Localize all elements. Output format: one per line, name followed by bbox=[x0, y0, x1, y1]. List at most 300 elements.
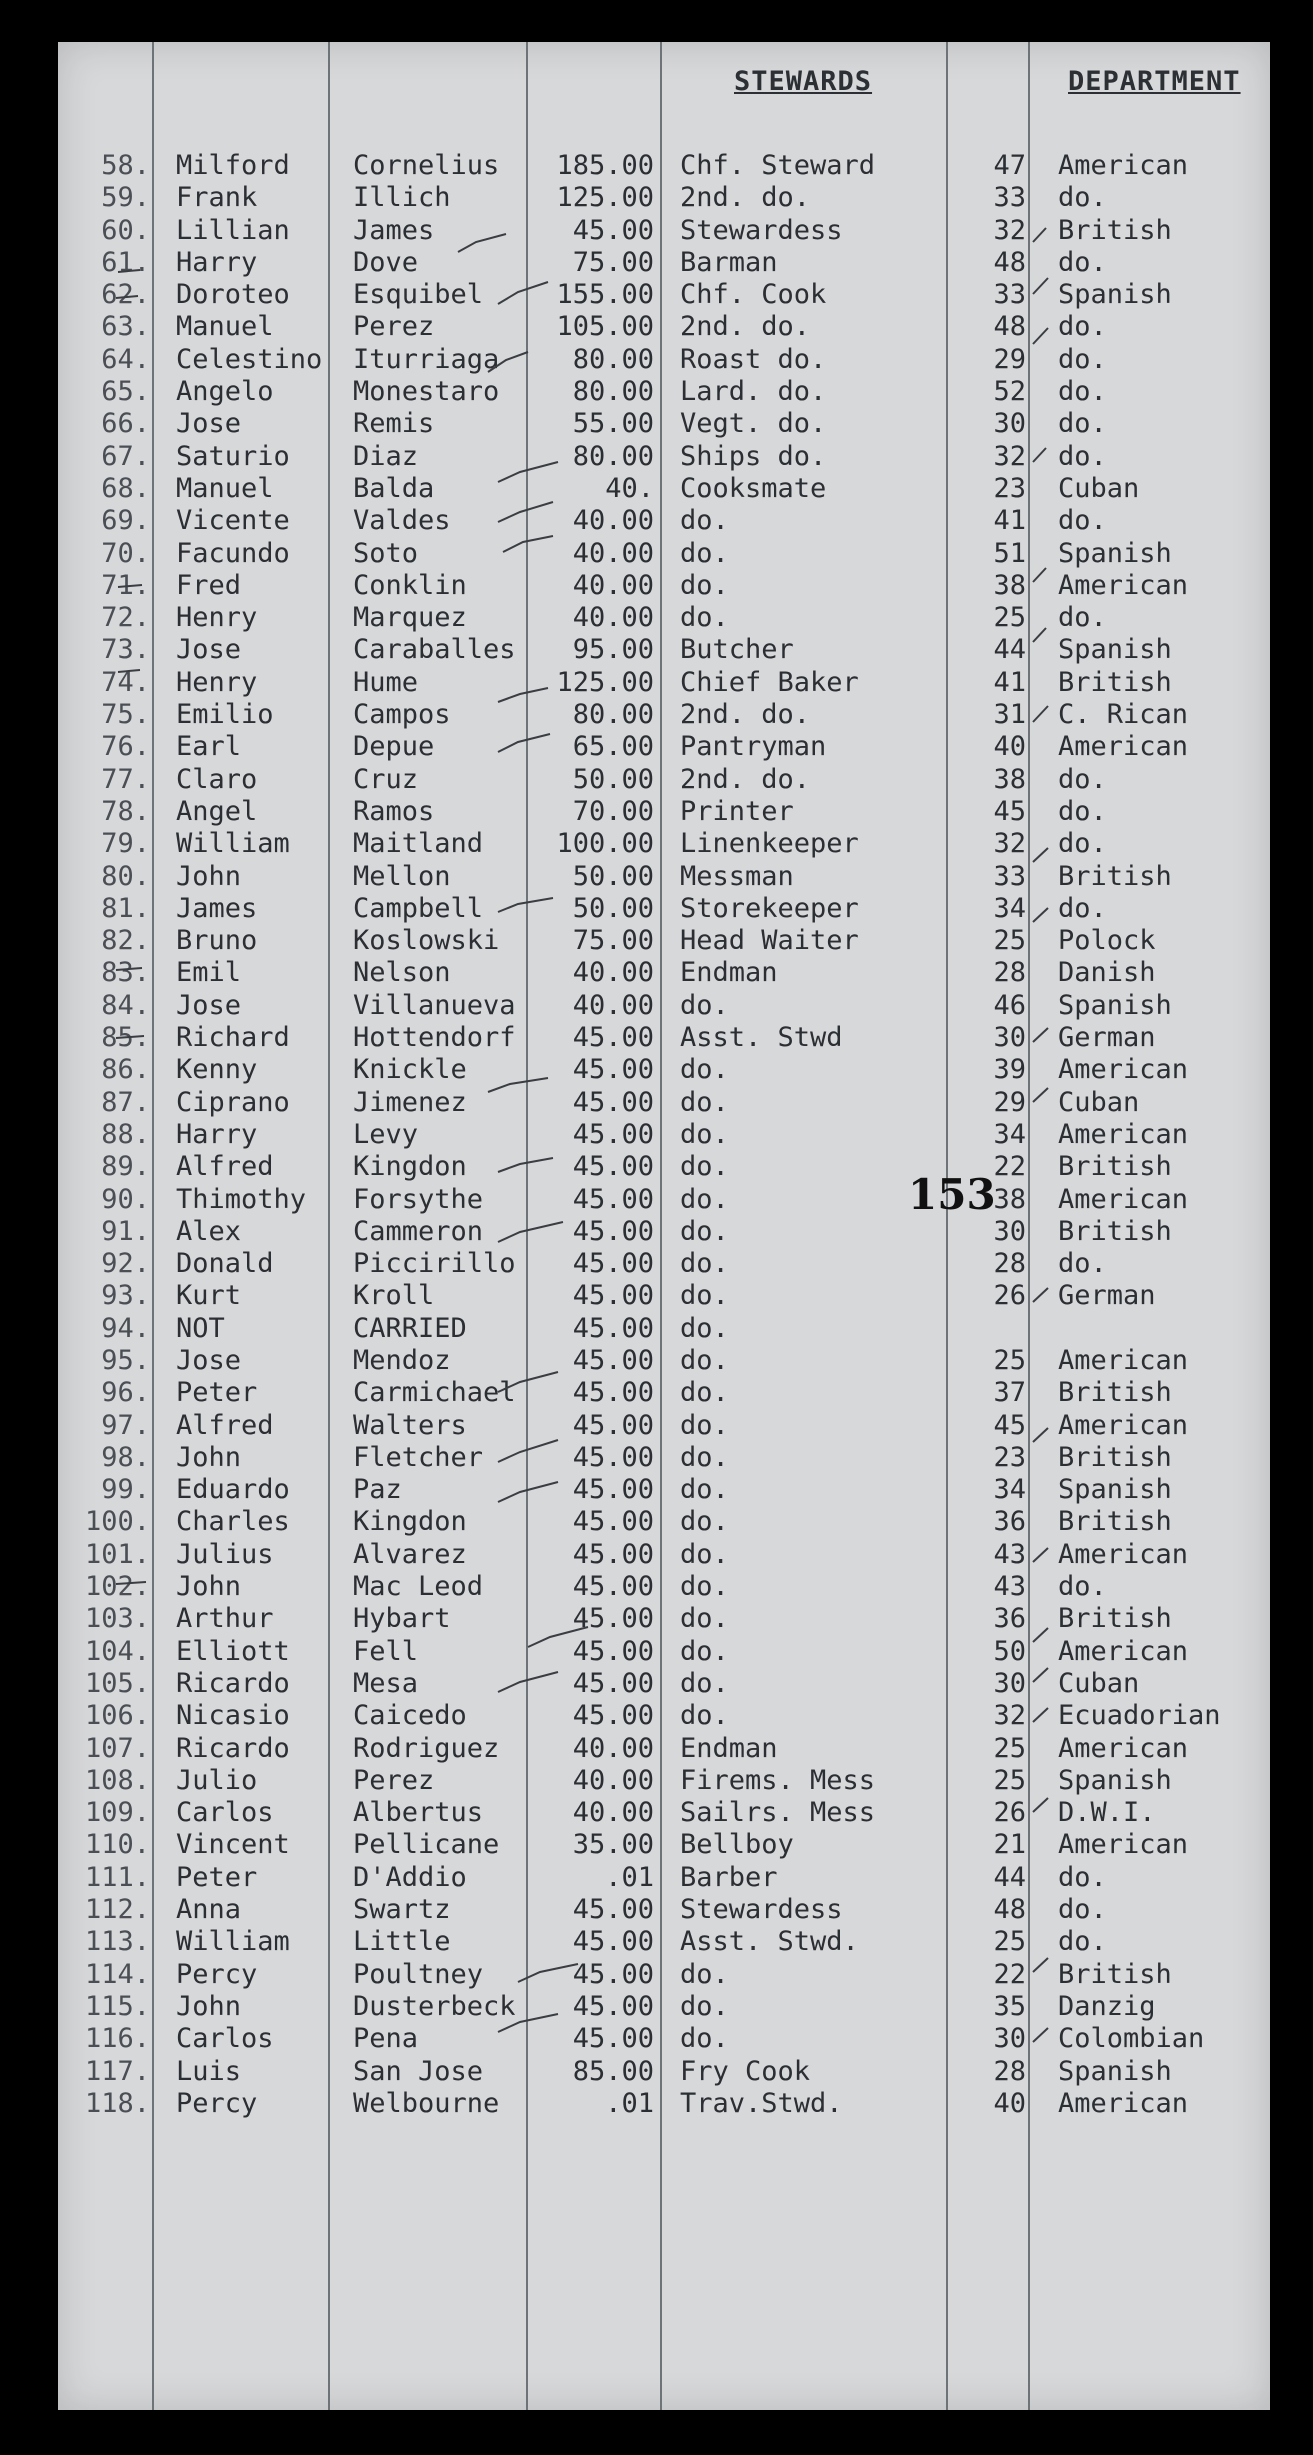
age-value: 30 bbox=[993, 1215, 1026, 1247]
position-title: do. bbox=[680, 1603, 729, 1635]
age-value: 51 bbox=[993, 537, 1026, 569]
crew-row bbox=[58, 1151, 1270, 1183]
first-name: Saturio bbox=[176, 440, 290, 472]
age-value: 23 bbox=[993, 1441, 1026, 1473]
crew-row bbox=[58, 1474, 1270, 1506]
first-name: William bbox=[176, 1926, 290, 1958]
row-number: 117. bbox=[84, 2055, 150, 2087]
crew-row bbox=[58, 1829, 1270, 1861]
age-value: 22 bbox=[993, 1151, 1026, 1183]
last-name: Illich bbox=[353, 182, 451, 214]
age-value: 29 bbox=[993, 1086, 1026, 1118]
position-title: do. bbox=[680, 1312, 729, 1344]
crew-row bbox=[58, 182, 1270, 214]
nationality-value: British bbox=[1058, 1215, 1172, 1247]
age-value: 21 bbox=[993, 1829, 1026, 1861]
row-number: 75. bbox=[101, 699, 150, 731]
crew-row bbox=[58, 828, 1270, 860]
age-value: 37 bbox=[993, 1377, 1026, 1409]
nationality-value: American bbox=[1058, 1538, 1189, 1570]
position-title: Stewardess bbox=[680, 1894, 843, 1926]
first-name: Facundo bbox=[176, 537, 290, 569]
age-value: 41 bbox=[993, 666, 1026, 698]
crew-row bbox=[58, 699, 1270, 731]
nationality-value: American bbox=[1058, 1118, 1189, 1150]
crew-row bbox=[58, 441, 1270, 473]
first-name: Carlos bbox=[176, 2023, 274, 2055]
first-name: Jose bbox=[176, 408, 242, 440]
first-name: Julius bbox=[176, 1538, 274, 1570]
crew-row bbox=[58, 1248, 1270, 1280]
crew-row bbox=[58, 215, 1270, 247]
row-number: 100. bbox=[84, 1506, 150, 1538]
first-name: Thimothy bbox=[176, 1183, 307, 1215]
crew-row bbox=[58, 247, 1270, 279]
nationality-value: British bbox=[1058, 860, 1172, 892]
crew-row bbox=[58, 2056, 1270, 2088]
position-title: 2nd. do. bbox=[680, 311, 811, 343]
monthly-wage: .01 bbox=[605, 1861, 654, 1893]
nationality-value: do. bbox=[1058, 1926, 1107, 1958]
row-number: 67. bbox=[101, 440, 150, 472]
last-name: Iturriaga bbox=[353, 343, 500, 375]
monthly-wage: 45.00 bbox=[572, 1700, 654, 1732]
row-number: 89. bbox=[101, 1151, 150, 1183]
crew-row bbox=[58, 1894, 1270, 1926]
row-number: 106. bbox=[84, 1700, 150, 1732]
row-number: 61. bbox=[101, 246, 150, 278]
crew-row bbox=[58, 893, 1270, 925]
nationality-value: do. bbox=[1058, 182, 1107, 214]
age-value: 40 bbox=[993, 731, 1026, 763]
position-title: 2nd. do. bbox=[680, 763, 811, 795]
nationality-value: Spanish bbox=[1058, 989, 1172, 1021]
first-name: Peter bbox=[176, 1377, 258, 1409]
row-number: 83. bbox=[101, 957, 150, 989]
age-value: 43 bbox=[993, 1571, 1026, 1603]
crew-row bbox=[58, 311, 1270, 343]
nationality-value: do. bbox=[1058, 1248, 1107, 1280]
last-name: Knickle bbox=[353, 1054, 467, 1086]
monthly-wage: 70.00 bbox=[572, 795, 654, 827]
monthly-wage: 45.00 bbox=[572, 1667, 654, 1699]
row-number: 110. bbox=[84, 1829, 150, 1861]
row-number: 95. bbox=[101, 1344, 150, 1376]
age-value: 31 bbox=[993, 699, 1026, 731]
crew-row bbox=[58, 2023, 1270, 2055]
last-name: CARRIED bbox=[353, 1312, 467, 1344]
position-title: do. bbox=[680, 1990, 729, 2022]
position-title: do. bbox=[680, 989, 729, 1021]
page-number-stamp: 153 bbox=[908, 1170, 996, 1219]
row-number: 91. bbox=[101, 1215, 150, 1247]
age-value: 44 bbox=[993, 1861, 1026, 1893]
nationality-value: Spanish bbox=[1058, 1764, 1172, 1796]
age-value: 50 bbox=[993, 1635, 1026, 1667]
age-value: 33 bbox=[993, 182, 1026, 214]
position-title: Ships do. bbox=[680, 440, 827, 472]
position-title: do. bbox=[680, 1474, 729, 1506]
row-number: 96. bbox=[101, 1377, 150, 1409]
age-value: 43 bbox=[993, 1538, 1026, 1570]
position-title: 2nd. do. bbox=[680, 182, 811, 214]
department-heading-right: DEPARTMENT bbox=[1068, 66, 1241, 97]
first-name: Ricardo bbox=[176, 1667, 290, 1699]
row-number: 72. bbox=[101, 602, 150, 634]
age-value: 39 bbox=[993, 1054, 1026, 1086]
age-value: 35 bbox=[993, 1990, 1026, 2022]
last-name: Campos bbox=[353, 699, 451, 731]
crew-row bbox=[58, 1216, 1270, 1248]
crew-row bbox=[58, 473, 1270, 505]
position-title: Asst. Stwd. bbox=[680, 1926, 859, 1958]
row-number: 113. bbox=[84, 1926, 150, 1958]
last-name: Depue bbox=[353, 731, 435, 763]
row-number: 68. bbox=[101, 472, 150, 504]
last-name: Monestaro bbox=[353, 376, 500, 408]
monthly-wage: 45.00 bbox=[572, 1571, 654, 1603]
first-name: Milford bbox=[176, 150, 290, 181]
monthly-wage: 65.00 bbox=[572, 731, 654, 763]
position-title: do. bbox=[680, 1667, 729, 1699]
nationality-value: do. bbox=[1058, 408, 1107, 440]
crew-row bbox=[58, 538, 1270, 570]
position-title: do. bbox=[680, 1344, 729, 1376]
age-value: 32 bbox=[993, 214, 1026, 246]
age-value: 38 bbox=[993, 1183, 1026, 1215]
last-name: Mellon bbox=[353, 860, 451, 892]
nationality-value: American bbox=[1058, 150, 1189, 181]
age-value: 48 bbox=[993, 1894, 1026, 1926]
monthly-wage: 45.00 bbox=[572, 1377, 654, 1409]
position-title: Trav.Stwd. bbox=[680, 2087, 843, 2119]
nationality-value: do. bbox=[1058, 246, 1107, 278]
age-value: 36 bbox=[993, 1506, 1026, 1538]
crew-row bbox=[58, 1280, 1270, 1312]
age-value: 28 bbox=[993, 2055, 1026, 2087]
row-number: 90. bbox=[101, 1183, 150, 1215]
nationality-value: American bbox=[1058, 1344, 1189, 1376]
last-name: Caicedo bbox=[353, 1700, 467, 1732]
last-name: Pellicane bbox=[353, 1829, 500, 1861]
first-name: Henry bbox=[176, 666, 258, 698]
nationality-value: American bbox=[1058, 1054, 1189, 1086]
row-number: 103. bbox=[84, 1603, 150, 1635]
crew-row bbox=[58, 1119, 1270, 1151]
first-name: Jose bbox=[176, 989, 242, 1021]
last-name: Dove bbox=[353, 246, 419, 278]
crew-row bbox=[58, 634, 1270, 666]
crew-row bbox=[58, 1313, 1270, 1345]
last-name: Koslowski bbox=[353, 925, 500, 957]
nationality-value: C. Rican bbox=[1058, 699, 1189, 731]
monthly-wage: 45.00 bbox=[572, 1312, 654, 1344]
crew-row bbox=[58, 408, 1270, 440]
last-name: Rodriguez bbox=[353, 1732, 500, 1764]
monthly-wage: 45.00 bbox=[572, 1151, 654, 1183]
row-number: 98. bbox=[101, 1441, 150, 1473]
row-number: 101. bbox=[84, 1538, 150, 1570]
first-name: Luis bbox=[176, 2055, 242, 2087]
position-title: Head Waiter bbox=[680, 925, 859, 957]
crew-list-table bbox=[58, 150, 1270, 2120]
position-title: Butcher bbox=[680, 634, 794, 666]
crew-row bbox=[58, 1184, 1270, 1216]
age-value: 34 bbox=[993, 1118, 1026, 1150]
monthly-wage: 45.00 bbox=[572, 1958, 654, 1990]
crew-row bbox=[58, 861, 1270, 893]
position-title: do. bbox=[680, 602, 729, 634]
nationality-value: American bbox=[1058, 2087, 1189, 2119]
age-value: 32 bbox=[993, 1700, 1026, 1732]
first-name: Emilio bbox=[176, 699, 274, 731]
first-name: Doroteo bbox=[176, 279, 290, 311]
first-name: Emil bbox=[176, 957, 242, 989]
last-name: Welbourne bbox=[353, 2087, 500, 2119]
monthly-wage: 85.00 bbox=[572, 2055, 654, 2087]
crew-row bbox=[58, 957, 1270, 989]
first-name: Ricardo bbox=[176, 1732, 290, 1764]
monthly-wage: 45.00 bbox=[572, 1990, 654, 2022]
position-title: do. bbox=[680, 1248, 729, 1280]
row-number: 97. bbox=[101, 1409, 150, 1441]
monthly-wage: 45.00 bbox=[572, 1248, 654, 1280]
nationality-value: British bbox=[1058, 1441, 1172, 1473]
crew-row bbox=[58, 279, 1270, 311]
row-number: 115. bbox=[84, 1990, 150, 2022]
nationality-value: do. bbox=[1058, 311, 1107, 343]
last-name: Campbell bbox=[353, 892, 484, 924]
position-title: do. bbox=[680, 1280, 729, 1312]
monthly-wage: 45.00 bbox=[572, 1054, 654, 1086]
monthly-wage: 35.00 bbox=[572, 1829, 654, 1861]
first-name: James bbox=[176, 892, 258, 924]
row-number: 86. bbox=[101, 1054, 150, 1086]
last-name: Little bbox=[353, 1926, 451, 1958]
row-number: 71. bbox=[101, 569, 150, 601]
row-number: 114. bbox=[84, 1958, 150, 1990]
first-name: Alex bbox=[176, 1215, 242, 1247]
first-name: Angelo bbox=[176, 376, 274, 408]
row-number: 79. bbox=[101, 828, 150, 860]
row-number: 69. bbox=[101, 505, 150, 537]
nationality-value: D.W.I. bbox=[1058, 1797, 1156, 1829]
position-title: Roast do. bbox=[680, 343, 827, 375]
nationality-value: Spanish bbox=[1058, 1474, 1172, 1506]
monthly-wage: 40.00 bbox=[572, 1732, 654, 1764]
position-title: do. bbox=[680, 569, 729, 601]
row-number: 109. bbox=[84, 1797, 150, 1829]
last-name: Hybart bbox=[353, 1603, 451, 1635]
crew-row bbox=[58, 1022, 1270, 1054]
first-name: Alfred bbox=[176, 1151, 274, 1183]
first-name: Claro bbox=[176, 763, 258, 795]
first-name: Eduardo bbox=[176, 1474, 290, 1506]
position-title: Pantryman bbox=[680, 731, 827, 763]
position-title: do. bbox=[680, 1054, 729, 1086]
row-number: 76. bbox=[101, 731, 150, 763]
monthly-wage: 80.00 bbox=[572, 440, 654, 472]
row-number: 65. bbox=[101, 376, 150, 408]
crew-row bbox=[58, 1506, 1270, 1538]
last-name: Villanueva bbox=[353, 989, 516, 1021]
row-number: 108. bbox=[84, 1764, 150, 1796]
last-name: Fletcher bbox=[353, 1441, 484, 1473]
monthly-wage: 40.00 bbox=[572, 602, 654, 634]
first-name: Ciprano bbox=[176, 1086, 290, 1118]
last-name: Walters bbox=[353, 1409, 467, 1441]
last-name: Balda bbox=[353, 472, 435, 504]
crew-row bbox=[58, 376, 1270, 408]
crew-row bbox=[58, 796, 1270, 828]
nationality-value: German bbox=[1058, 1022, 1156, 1054]
position-title: Lard. do. bbox=[680, 376, 827, 408]
age-value: 44 bbox=[993, 634, 1026, 666]
monthly-wage: 40.00 bbox=[572, 1764, 654, 1796]
row-number: 94. bbox=[101, 1312, 150, 1344]
row-number: 77. bbox=[101, 763, 150, 795]
monthly-wage: 45.00 bbox=[572, 1926, 654, 1958]
nationality-value: do. bbox=[1058, 1894, 1107, 1926]
row-number: 102. bbox=[84, 1571, 150, 1603]
first-name: Percy bbox=[176, 1958, 258, 1990]
nationality-value: Danish bbox=[1058, 957, 1156, 989]
nationality-value: British bbox=[1058, 214, 1172, 246]
position-title: Linenkeeper bbox=[680, 828, 859, 860]
monthly-wage: 45.00 bbox=[572, 1635, 654, 1667]
monthly-wage: 45.00 bbox=[572, 1215, 654, 1247]
crew-row bbox=[58, 1539, 1270, 1571]
last-name: Kroll bbox=[353, 1280, 435, 1312]
row-number: 93. bbox=[101, 1280, 150, 1312]
position-title: Storekeeper bbox=[680, 892, 859, 924]
last-name: Cruz bbox=[353, 763, 419, 795]
row-number: 84. bbox=[101, 989, 150, 1021]
nationality-value: American bbox=[1058, 1829, 1189, 1861]
row-number: 107. bbox=[84, 1732, 150, 1764]
row-number: 116. bbox=[84, 2023, 150, 2055]
monthly-wage: 45.00 bbox=[572, 1344, 654, 1376]
crew-row bbox=[58, 1991, 1270, 2023]
first-name: Richard bbox=[176, 1022, 290, 1054]
age-value: 34 bbox=[993, 1474, 1026, 1506]
last-name: Levy bbox=[353, 1118, 419, 1150]
nationality-value: do. bbox=[1058, 440, 1107, 472]
row-number: 66. bbox=[101, 408, 150, 440]
nationality-value: American bbox=[1058, 731, 1189, 763]
crew-row bbox=[58, 1377, 1270, 1409]
position-title: do. bbox=[680, 1409, 729, 1441]
position-title: Stewardess bbox=[680, 214, 843, 246]
monthly-wage: 100.00 bbox=[556, 828, 654, 860]
age-value: 38 bbox=[993, 763, 1026, 795]
nationality-value: Ecuadorian bbox=[1058, 1700, 1221, 1732]
nationality-value: Danzig bbox=[1058, 1990, 1156, 2022]
position-title: do. bbox=[680, 1215, 729, 1247]
age-value: 36 bbox=[993, 1603, 1026, 1635]
crew-row bbox=[58, 1668, 1270, 1700]
age-value: 32 bbox=[993, 828, 1026, 860]
crew-row bbox=[58, 602, 1270, 634]
last-name: Poultney bbox=[353, 1958, 484, 1990]
monthly-wage: 185.00 bbox=[556, 150, 654, 181]
position-title: do. bbox=[680, 1183, 729, 1215]
monthly-wage: 75.00 bbox=[572, 246, 654, 278]
row-number: 92. bbox=[101, 1248, 150, 1280]
first-name: Donald bbox=[176, 1248, 274, 1280]
position-title: do. bbox=[680, 1538, 729, 1570]
last-name: James bbox=[353, 214, 435, 246]
age-value: 32 bbox=[993, 440, 1026, 472]
first-name: John bbox=[176, 1571, 242, 1603]
position-title: Endman bbox=[680, 957, 778, 989]
last-name: Mendoz bbox=[353, 1344, 451, 1376]
nationality-value: do. bbox=[1058, 505, 1107, 537]
row-number: 88. bbox=[101, 1118, 150, 1150]
position-title: do. bbox=[680, 537, 729, 569]
last-name: Hottendorf bbox=[353, 1022, 516, 1054]
age-value: 46 bbox=[993, 989, 1026, 1021]
last-name: Perez bbox=[353, 311, 435, 343]
row-number: 58. bbox=[101, 150, 150, 181]
crew-row bbox=[58, 1797, 1270, 1829]
nationality-value: American bbox=[1058, 1732, 1189, 1764]
age-value: 25 bbox=[993, 1926, 1026, 1958]
nationality-value: Polock bbox=[1058, 925, 1156, 957]
position-title: Firems. Mess bbox=[680, 1764, 876, 1796]
first-name: Peter bbox=[176, 1861, 258, 1893]
last-name: Cammeron bbox=[353, 1215, 484, 1247]
age-value: 47 bbox=[993, 150, 1026, 181]
monthly-wage: 45.00 bbox=[572, 2023, 654, 2055]
nationality-value: Spanish bbox=[1058, 537, 1172, 569]
first-name: Julio bbox=[176, 1764, 258, 1796]
position-title: Bellboy bbox=[680, 1829, 794, 1861]
last-name: Soto bbox=[353, 537, 419, 569]
position-title: Sailrs. Mess bbox=[680, 1797, 876, 1829]
age-value: 52 bbox=[993, 376, 1026, 408]
monthly-wage: 80.00 bbox=[572, 699, 654, 731]
monthly-wage: 40.00 bbox=[572, 537, 654, 569]
first-name: Percy bbox=[176, 2087, 258, 2119]
crew-row bbox=[58, 667, 1270, 699]
age-value: 33 bbox=[993, 860, 1026, 892]
monthly-wage: 40. bbox=[605, 472, 654, 504]
monthly-wage: 45.00 bbox=[572, 1506, 654, 1538]
monthly-wage: 50.00 bbox=[572, 892, 654, 924]
department-heading-left: STEWARDS bbox=[734, 66, 873, 97]
monthly-wage: 45.00 bbox=[572, 1474, 654, 1506]
nationality-value: do. bbox=[1058, 892, 1107, 924]
first-name: Arthur bbox=[176, 1603, 274, 1635]
position-title: Chf. Cook bbox=[680, 279, 827, 311]
last-name: Marquez bbox=[353, 602, 467, 634]
nationality-value: do. bbox=[1058, 1571, 1107, 1603]
nationality-value: do. bbox=[1058, 828, 1107, 860]
last-name: Conklin bbox=[353, 569, 467, 601]
crew-row bbox=[58, 344, 1270, 376]
row-number: 104. bbox=[84, 1635, 150, 1667]
crew-row bbox=[58, 1571, 1270, 1603]
position-title: do. bbox=[680, 1958, 729, 1990]
age-value: 45 bbox=[993, 795, 1026, 827]
crew-row bbox=[58, 1054, 1270, 1086]
last-name: Kingdon bbox=[353, 1151, 467, 1183]
monthly-wage: 50.00 bbox=[572, 860, 654, 892]
age-value: 25 bbox=[993, 602, 1026, 634]
nationality-value: German bbox=[1058, 1280, 1156, 1312]
last-name: Jimenez bbox=[353, 1086, 467, 1118]
